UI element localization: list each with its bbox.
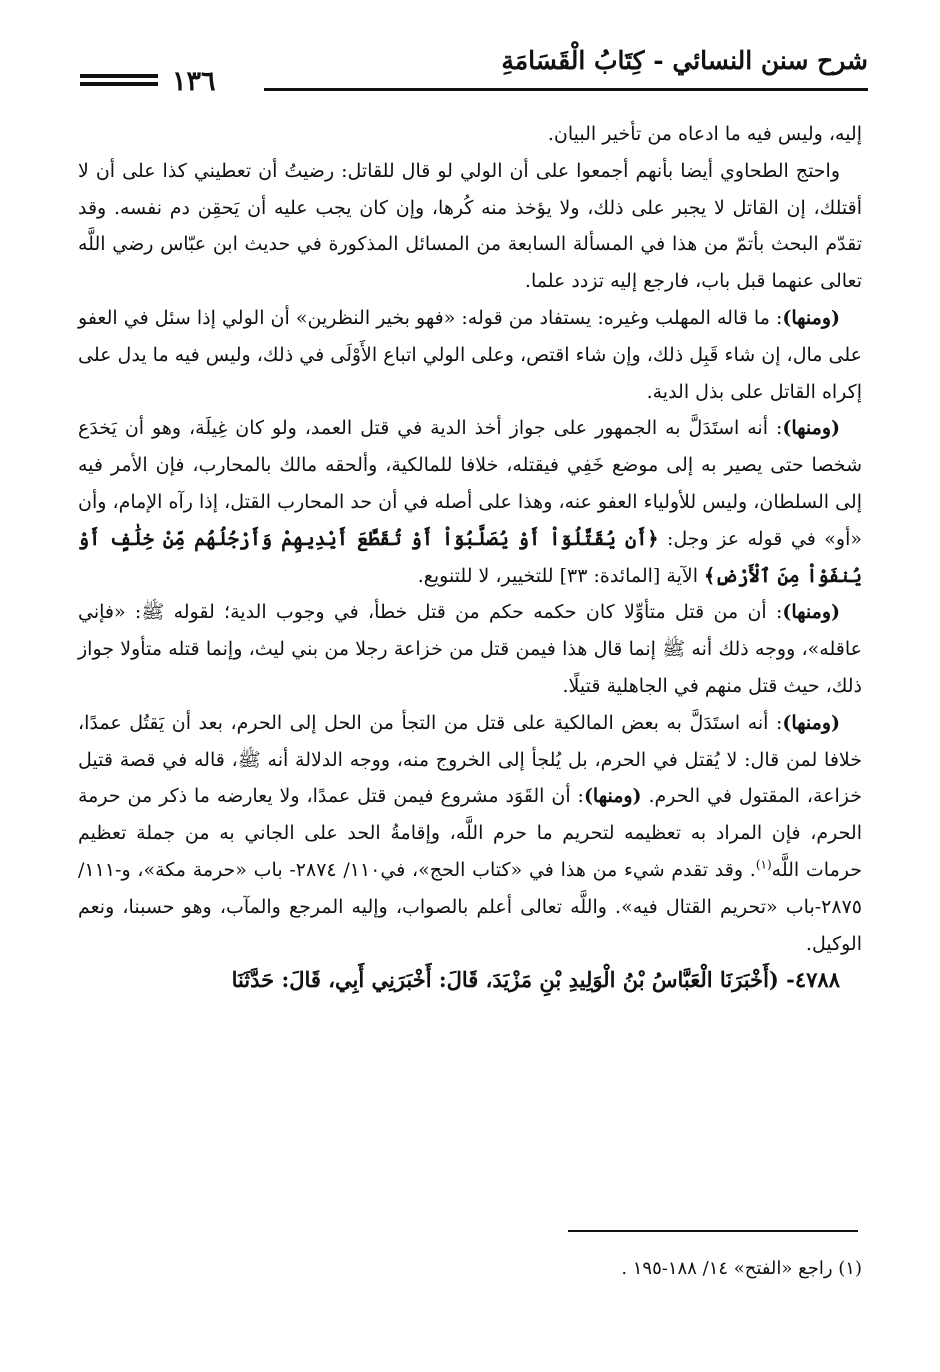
text-run: : أنه استَدَلَّ به الجمهور على جواز أخذ الدية في قتل العمد، ولو كان غِيلَة، وهو أن يَخدَع شخصا حتى يصير به إلى موضع خَفِي فيقتله، خلافا للمالكية، وألحقه مالك بالمحارب، فإن الأمر فيه إلى السلطان، وليس للأولياء العفو عنه، وهذا على أصله في أن حد المحارب القتل، إذا رآه الإمام، وأن «أو» في قوله عز وجل: — [78, 417, 862, 550]
paragraph — [78, 116, 862, 153]
quran-verse: ﴿أَن يُقَتَّلُوٓاْ أَوْ يُصَلَّبُوٓاْ أَوْ تُقَطَّعَ أَيْدِيهِمْ وَأَرْجُلُهُم مِّنْ خِلَٰفٍ أَوْ يُنفَوْاْ مِنَ ٱلْأَرْضِ﴾ — [78, 527, 862, 587]
hadith-number: ٤٧٨٨- — [786, 967, 840, 993]
paragraph — [78, 705, 862, 963]
page-number: ١٣٦ — [172, 66, 216, 97]
hadith-heading — [78, 962, 862, 999]
page-header — [80, 44, 868, 100]
body-text — [78, 116, 862, 999]
running-title: شرح سنن النسائي - كِتَابُ الْقَسَامَةِ — [501, 46, 868, 75]
keyword-label: (ومنها) — [782, 711, 840, 734]
text-run: : أن من قتل متأوِّلا كان حكمه حكم من قتل خطأ، في وجوب الدية؛ لقوله ﷺ: «فإني عاقله»، ووجه ذلك أنه ﷺ إنما قال هذا فيمن قتل من خزاعة رجلا من بني ليث، وإنما قتله متأولا جواز ذلك، حيث قتل منهم في الجاهلية قتيلًا. — [78, 601, 862, 697]
keyword-label: (ومنها) — [782, 417, 840, 440]
footnote: (١) راجع «الفتح» ١٤/ ١٨٨-١٩٥ . — [621, 1258, 862, 1279]
paragraph — [78, 594, 862, 704]
paragraph — [78, 300, 862, 410]
text-run: . وقد تقدم شيء من هذا في «كتاب الحج»، في١١٠/ ٢٨٧٤- باب «حرمة مكة»، و-١١١/ ٢٨٧٥-باب «تحريم القتال فيه». واللَّه تعالى أعلم بالصواب، وإليه المرجع والمآب، وهو حسبنا، ونعم الوكيل. — [78, 858, 862, 955]
text-run: : أن القَوَد مشروع فيمن قتل عمدًا، ولا يعارضه ما ذكر من حرمة الحرم، فإن المراد به تعظيمه لتحريم ما حرم اللَّه، وإقامةُ الحد على الجاني به من جملة تعظيم حرمات اللَّه — [78, 785, 863, 881]
header-rule — [264, 88, 868, 91]
text-run: إليه، وليس فيه ما ادعاه من تأخير البيان. — [547, 123, 862, 145]
header-ornament-lines — [80, 74, 158, 94]
text-run: : أنه استَدَلَّ به بعض المالكية على قتل من التجأ من الحل إلى الحرم، بعد أن يَقتُل عمدًا، خلافا لمن قال: لا يُقتل في الحرم، بل يُلجأ إلى الخروج منه، ووجه الدلالة أنه ﷺ، قاله في قصة قتيل خزاعة، المقتول في الحرم. — [78, 711, 862, 808]
keyword-label: (ومنها) — [782, 306, 840, 329]
hadith-isnad: (أَخْبَرَنَا الْعَبَّاسُ بْنُ الْوَلِيدِ بْنِ مَزْيَدَ، قَالَ: أَخْبَرَنِي أَبِي، قَالَ: حَدَّثَنَا — [231, 967, 779, 993]
text-run: الآية [المائدة: ٣٣] للتخيير، لا للتنويع. — [417, 564, 705, 587]
footnote-rule — [568, 1230, 858, 1232]
keyword-label: (ومنها) — [782, 601, 840, 624]
text-run: واحتج الطحاوي أيضا بأنهم أجمعوا على أن الولي لو قال للقاتل: رضيتُ أن تعطيني كذا على أن لا أقتلك، إن القاتل لا يجبر على ذلك، ولا يؤخذ منه كُرها، وإن كان يجب عليه أن يَحقِن دم نفسه. وقد تقدّم البحث بأتمّ من هذا في المسألة السابعة من المسائل المذكورة في حديث ابن عبّاس رضي اللَّه تعالى عنهما قبل باب، فارجع إليه تزدد علما. — [78, 159, 862, 293]
text-run: : ما قاله المهلب وغيره: يستفاد من قوله: «فهو بخير النظرين» أن الولي إذا سئل في العفو على مال، إن شاء قَبِل ذلك، وإن شاء اقتص، وعلى الولي اتباع الأَوْلَى في ذلك، وليس فيه ما يدل على إكراه القاتل على بذل الدية. — [78, 306, 862, 403]
paragraph — [78, 410, 862, 594]
keyword-label: (ومنها) — [583, 785, 642, 808]
footnote-marker: (١) — [755, 857, 772, 872]
paragraph — [78, 153, 862, 300]
